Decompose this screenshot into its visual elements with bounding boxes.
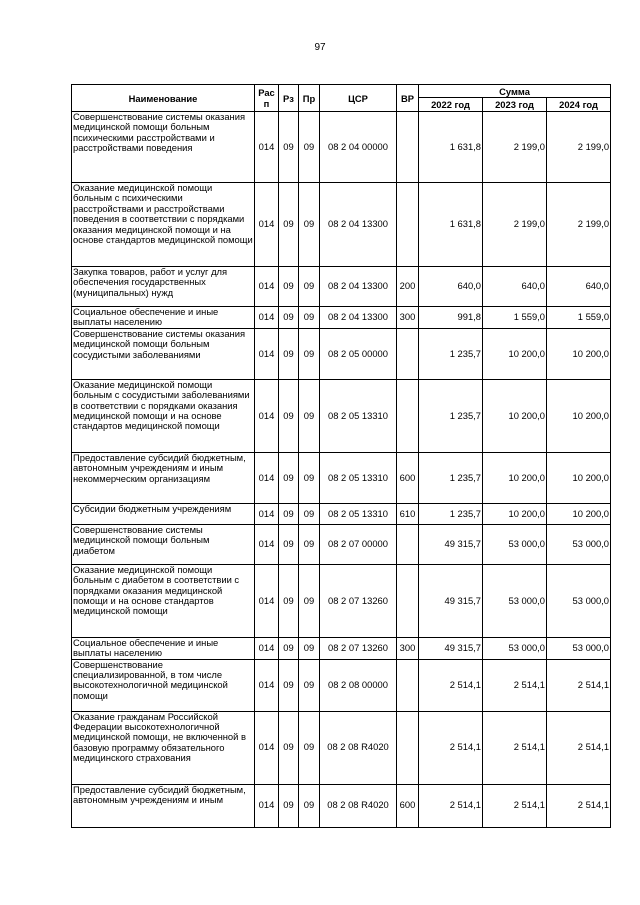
cell-pr: 09 <box>299 452 320 503</box>
cell-pr: 09 <box>299 112 320 183</box>
cell-csr: 08 2 08 R4020 <box>320 711 397 784</box>
cell-name: Предоставление субсидий бюджетным, автономным учреждениям и иным <box>72 784 255 827</box>
cell-name: Социальное обеспечение и иные выплаты населению <box>72 307 255 329</box>
cell-vr: 610 <box>397 503 419 524</box>
cell-2024: 53 000,0 <box>547 524 611 564</box>
cell-vr <box>397 524 419 564</box>
cell-rz: 09 <box>279 267 299 307</box>
header-sum: Сумма <box>419 85 611 98</box>
cell-2023: 2 199,0 <box>483 112 547 183</box>
cell-vr <box>397 328 419 379</box>
table-row <box>72 784 611 827</box>
table-row <box>72 183 611 267</box>
cell-ras: 014 <box>255 711 279 784</box>
cell-csr: 08 2 07 13260 <box>320 637 397 659</box>
cell-2023: 2 514,1 <box>483 659 547 711</box>
cell-csr: 08 2 08 R4020 <box>320 784 397 827</box>
cell-2024: 640,0 <box>547 267 611 307</box>
cell-ras: 014 <box>255 637 279 659</box>
cell-name: Закупка товаров, работ и услуг для обеспечения государственных (муниципальных) нужд <box>72 267 255 307</box>
cell-rz: 09 <box>279 183 299 267</box>
budget-table <box>71 84 611 828</box>
cell-2024: 10 200,0 <box>547 328 611 379</box>
cell-2023: 2 199,0 <box>483 183 547 267</box>
header-2023: 2023 год <box>483 98 547 112</box>
cell-ras: 014 <box>255 784 279 827</box>
cell-pr: 09 <box>299 564 320 637</box>
cell-vr <box>397 711 419 784</box>
cell-vr <box>397 659 419 711</box>
cell-ras: 014 <box>255 183 279 267</box>
cell-2022: 1 631,8 <box>419 183 483 267</box>
cell-vr: 600 <box>397 784 419 827</box>
cell-ras: 014 <box>255 379 279 452</box>
cell-csr: 08 2 08 00000 <box>320 659 397 711</box>
cell-vr <box>397 112 419 183</box>
cell-2022: 49 315,7 <box>419 524 483 564</box>
cell-name: Предоставление субсидий бюджетным, автономным учреждениям и иным некоммерческим организациям <box>72 452 255 503</box>
cell-rz: 09 <box>279 379 299 452</box>
cell-ras: 014 <box>255 524 279 564</box>
header-rz: Рз <box>279 85 299 112</box>
cell-pr: 09 <box>299 307 320 329</box>
cell-2024: 53 000,0 <box>547 637 611 659</box>
cell-name: Оказание гражданам Российской Федерации высокотехнологичной медицинской помощи, не включенной в базовую программу обязательного медицинского страхования <box>72 711 255 784</box>
budget-table-body <box>72 112 611 828</box>
cell-name: Оказание медицинской помощи больным с диабетом в соответствии с порядками оказания медицинской помощи и на основе стандартов медицинской помощи <box>72 564 255 637</box>
table-row <box>72 379 611 452</box>
table-row <box>72 503 611 524</box>
cell-csr: 08 2 04 13300 <box>320 267 397 307</box>
cell-vr: 600 <box>397 452 419 503</box>
cell-name: Совершенствование системы оказания медицинской помощи больным психическими расстройствами и расстройствами поведения <box>72 112 255 183</box>
cell-2022: 1 235,7 <box>419 379 483 452</box>
cell-csr: 08 2 05 13310 <box>320 503 397 524</box>
cell-2023: 2 514,1 <box>483 711 547 784</box>
cell-name: Оказание медицинской помощи больным с психическими расстройствами и расстройствами поведения в соответствии с порядками оказания медицинской помощи и на основе стандартов медицинской помощи <box>72 183 255 267</box>
cell-2023: 10 200,0 <box>483 379 547 452</box>
table-row <box>72 524 611 564</box>
cell-rz: 09 <box>279 503 299 524</box>
cell-name: Социальное обеспечение и иные выплаты населению <box>72 637 255 659</box>
cell-2022: 49 315,7 <box>419 637 483 659</box>
cell-2024: 2 199,0 <box>547 112 611 183</box>
table-row <box>72 637 611 659</box>
cell-csr: 08 2 05 13310 <box>320 452 397 503</box>
cell-2022: 1 235,7 <box>419 328 483 379</box>
cell-2023: 53 000,0 <box>483 637 547 659</box>
cell-vr <box>397 564 419 637</box>
header-pr: Пр <box>299 85 320 112</box>
header-2022: 2022 год <box>419 98 483 112</box>
table-row <box>72 307 611 329</box>
cell-ras: 014 <box>255 112 279 183</box>
cell-csr: 08 2 05 13310 <box>320 379 397 452</box>
table-row <box>72 564 611 637</box>
cell-2023: 10 200,0 <box>483 452 547 503</box>
cell-ras: 014 <box>255 452 279 503</box>
cell-2023: 1 559,0 <box>483 307 547 329</box>
cell-2022: 1 235,7 <box>419 503 483 524</box>
cell-2022: 991,8 <box>419 307 483 329</box>
cell-ras: 014 <box>255 503 279 524</box>
cell-csr: 08 2 05 00000 <box>320 328 397 379</box>
cell-vr <box>397 183 419 267</box>
cell-2023: 10 200,0 <box>483 328 547 379</box>
cell-vr <box>397 379 419 452</box>
cell-2023: 640,0 <box>483 267 547 307</box>
cell-csr: 08 2 04 13300 <box>320 307 397 329</box>
cell-name: Оказание медицинской помощи больным с сосудистыми заболеваниями в соответствии с порядками оказания медицинской помощи и на основе стандартов медицинской помощи <box>72 379 255 452</box>
cell-csr: 08 2 04 13300 <box>320 183 397 267</box>
cell-2024: 10 200,0 <box>547 379 611 452</box>
cell-pr: 09 <box>299 328 320 379</box>
cell-pr: 09 <box>299 503 320 524</box>
table-row <box>72 659 611 711</box>
cell-vr: 300 <box>397 307 419 329</box>
cell-2024: 2 514,1 <box>547 659 611 711</box>
table-row <box>72 267 611 307</box>
header-name: Наименование <box>72 85 255 112</box>
cell-rz: 09 <box>279 564 299 637</box>
cell-vr: 300 <box>397 637 419 659</box>
table-row <box>72 328 611 379</box>
cell-pr: 09 <box>299 267 320 307</box>
cell-2023: 2 514,1 <box>483 784 547 827</box>
cell-rz: 09 <box>279 328 299 379</box>
header-2024: 2024 год <box>547 98 611 112</box>
cell-2024: 53 000,0 <box>547 564 611 637</box>
cell-ras: 014 <box>255 267 279 307</box>
cell-2024: 2 514,1 <box>547 784 611 827</box>
cell-2022: 49 315,7 <box>419 564 483 637</box>
cell-2022: 1 631,8 <box>419 112 483 183</box>
cell-name: Совершенствование системы медицинской помощи больным диабетом <box>72 524 255 564</box>
cell-2024: 10 200,0 <box>547 452 611 503</box>
table-row <box>72 112 611 183</box>
cell-2023: 53 000,0 <box>483 564 547 637</box>
header-vr: ВР <box>397 85 419 112</box>
cell-pr: 09 <box>299 183 320 267</box>
cell-name: Субсидии бюджетным учреждениям <box>72 503 255 524</box>
cell-rz: 09 <box>279 784 299 827</box>
cell-2024: 10 200,0 <box>547 503 611 524</box>
cell-2022: 1 235,7 <box>419 452 483 503</box>
cell-pr: 09 <box>299 524 320 564</box>
cell-rz: 09 <box>279 637 299 659</box>
cell-2023: 10 200,0 <box>483 503 547 524</box>
cell-2022: 2 514,1 <box>419 711 483 784</box>
header-csr: ЦСР <box>320 85 397 112</box>
cell-ras: 014 <box>255 659 279 711</box>
cell-csr: 08 2 07 00000 <box>320 524 397 564</box>
cell-2024: 1 559,0 <box>547 307 611 329</box>
cell-pr: 09 <box>299 637 320 659</box>
cell-rz: 09 <box>279 112 299 183</box>
cell-rz: 09 <box>279 711 299 784</box>
cell-pr: 09 <box>299 659 320 711</box>
cell-rz: 09 <box>279 452 299 503</box>
cell-rz: 09 <box>279 524 299 564</box>
cell-2023: 53 000,0 <box>483 524 547 564</box>
page-number: 97 <box>314 42 326 53</box>
cell-pr: 09 <box>299 711 320 784</box>
cell-rz: 09 <box>279 307 299 329</box>
cell-pr: 09 <box>299 379 320 452</box>
cell-2022: 640,0 <box>419 267 483 307</box>
table-row <box>72 711 611 784</box>
cell-2024: 2 514,1 <box>547 711 611 784</box>
cell-name: Совершенствование системы оказания медицинской помощи больным сосудистыми заболеваниями <box>72 328 255 379</box>
cell-name: Совершенствование специализированной, в том числе высокотехнологичной медицинской помощи <box>72 659 255 711</box>
header-ras: Рас п <box>255 85 279 112</box>
cell-2024: 2 199,0 <box>547 183 611 267</box>
table-row <box>72 452 611 503</box>
cell-ras: 014 <box>255 328 279 379</box>
cell-vr: 200 <box>397 267 419 307</box>
cell-2022: 2 514,1 <box>419 659 483 711</box>
cell-pr: 09 <box>299 784 320 827</box>
cell-rz: 09 <box>279 659 299 711</box>
cell-ras: 014 <box>255 564 279 637</box>
cell-csr: 08 2 04 00000 <box>320 112 397 183</box>
cell-csr: 08 2 07 13260 <box>320 564 397 637</box>
cell-ras: 014 <box>255 307 279 329</box>
cell-2022: 2 514,1 <box>419 784 483 827</box>
